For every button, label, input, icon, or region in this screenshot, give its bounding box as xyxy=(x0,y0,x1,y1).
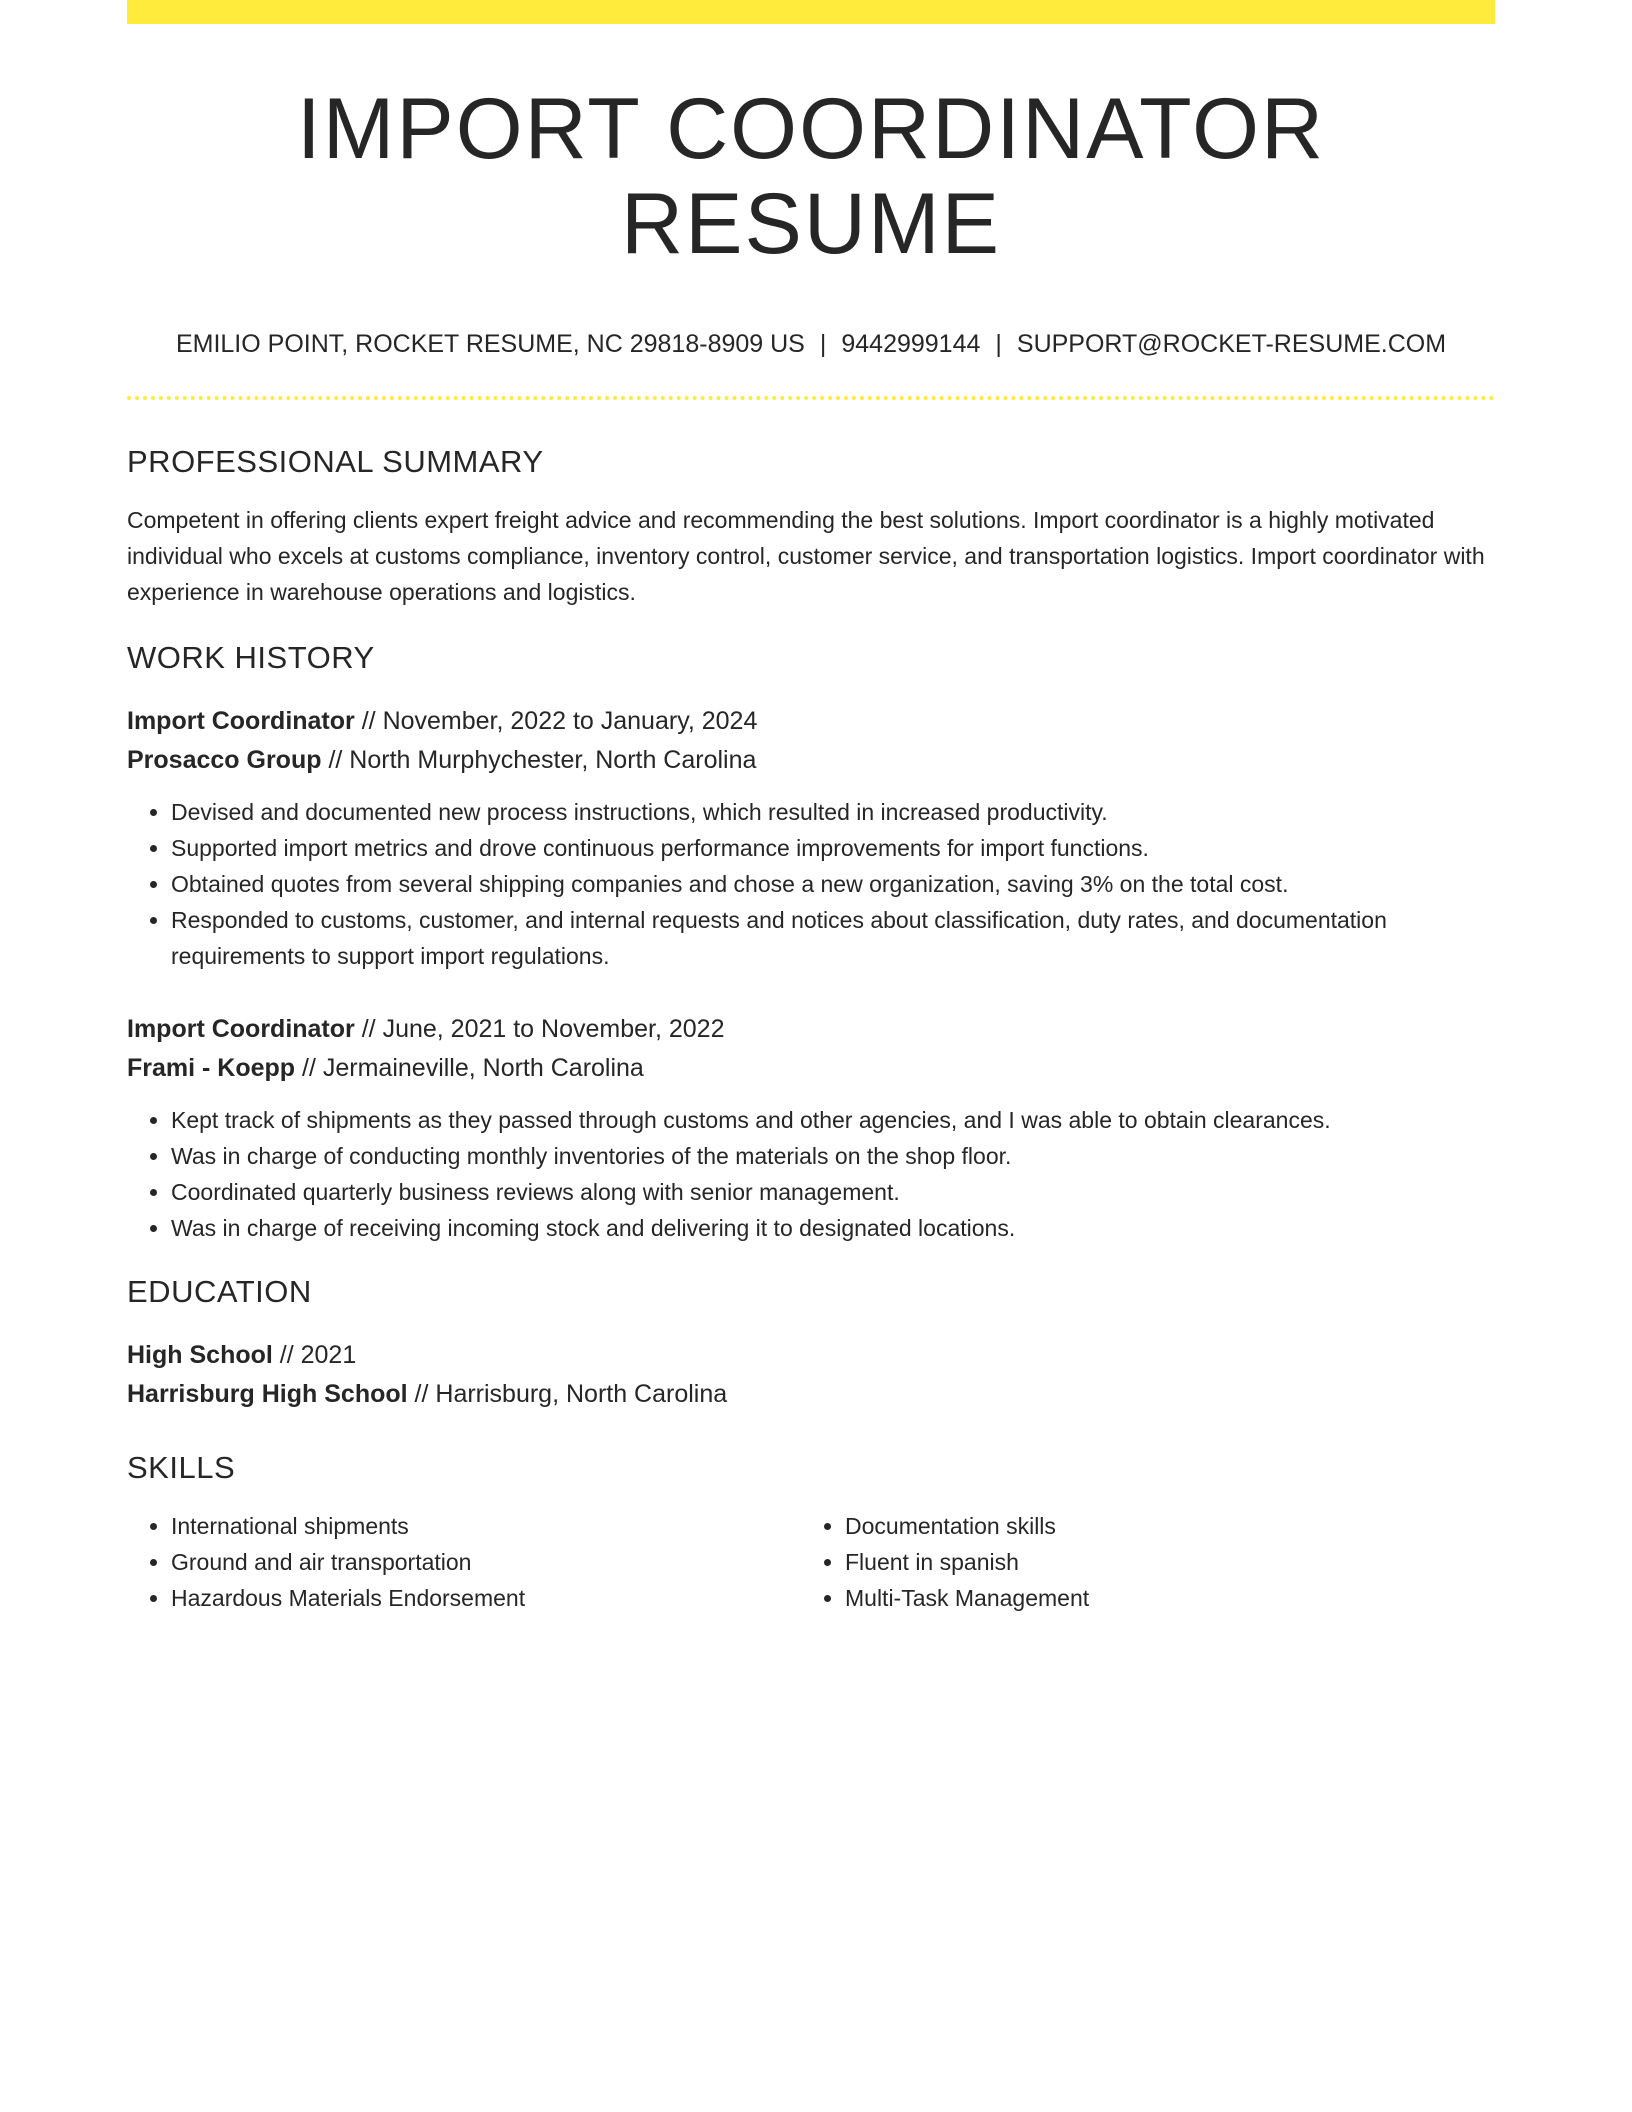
education-school-line xyxy=(127,1375,1495,1414)
separator: // xyxy=(354,707,383,736)
job-dates: June, 2021 to November, 2022 xyxy=(382,1015,725,1044)
header-divider xyxy=(127,396,1495,400)
resume-page xyxy=(127,0,1495,1616)
resume-title: IMPORT COORDINATOR RESUME xyxy=(296,81,1326,272)
job-dates: November, 2022 to January, 2024 xyxy=(382,707,758,736)
job-company: Frami - Koepp xyxy=(127,1054,296,1083)
education-heading: EDUCATION xyxy=(127,1274,312,1310)
separator: // xyxy=(354,1015,383,1044)
skills-column-right xyxy=(801,1508,1475,1616)
list-item: • Supported import metrics and drove continuous performance improvements for import functions. xyxy=(171,830,1495,866)
top-accent-bar xyxy=(127,0,1495,24)
separator: // xyxy=(407,1380,436,1409)
job-title: Import Coordinator xyxy=(127,1015,355,1044)
list-item: • Responded to customs, customer, and internal requests and notices about classification, duty rates, and documentation requirements to support import regulations. xyxy=(171,902,1495,974)
education-location: Harrisburg, North Carolina xyxy=(435,1380,728,1409)
separator: // xyxy=(321,746,350,775)
job-entry xyxy=(127,702,1495,974)
skill-item: • Multi-Task Management xyxy=(845,1580,1475,1616)
job-location: North Murphychester, North Carolina xyxy=(349,746,757,775)
education-entry xyxy=(127,1336,1495,1414)
contact-address: EMILIO POINT, ROCKET RESUME, NC 29818-8909 US xyxy=(175,330,805,359)
job-entry xyxy=(127,1010,1495,1246)
job-company: Prosacco Group xyxy=(127,746,322,775)
summary-heading: PROFESSIONAL SUMMARY xyxy=(127,444,544,480)
skills-grid xyxy=(127,1508,1495,1616)
skill-item: • Ground and air transportation xyxy=(171,1544,801,1580)
list-item: • Coordinated quarterly business reviews along with senior management. xyxy=(171,1174,1495,1210)
job-bullets xyxy=(127,1102,1495,1246)
skills-heading: SKILLS xyxy=(127,1450,236,1486)
education-degree: High School xyxy=(127,1341,273,1370)
contact-separator: | xyxy=(995,330,1002,359)
education-year: 2021 xyxy=(300,1341,357,1370)
list-item: • Obtained quotes from several shipping companies and chose a new organization, saving 3% on the total cost. xyxy=(171,866,1495,902)
list-item: • Devised and documented new process instructions, which resulted in increased productivity. xyxy=(171,794,1495,830)
summary-text: Competent in offering clients expert freight advice and recommending the best solutions. Import coordinator is a highly motivated individual who excels at customs compliance, inventory control, customer service, and transportation logistics. Import coordinator with experience in warehouse operations and logistics. xyxy=(127,507,1485,606)
list-item: • Kept track of shipments as they passed through customs and other agencies, and I was able to obtain clearances. xyxy=(171,1102,1495,1138)
skill-item: • Documentation skills xyxy=(845,1508,1475,1544)
job-location: Jermaineville, North Carolina xyxy=(322,1054,644,1083)
skills-column-left xyxy=(127,1508,801,1616)
work-history-heading: WORK HISTORY xyxy=(127,640,375,676)
job-title-line xyxy=(127,702,1495,741)
job-title: Import Coordinator xyxy=(127,707,355,736)
contact-separator: | xyxy=(819,330,827,359)
list-item: • Was in charge of receiving incoming stock and delivering it to designated locations. xyxy=(171,1210,1495,1246)
contact-email: SUPPORT@ROCKET-RESUME.COM xyxy=(1016,330,1447,359)
separator: // xyxy=(295,1054,323,1083)
list-item: • Was in charge of conducting monthly inventories of the materials on the shop floor. xyxy=(171,1138,1495,1174)
skill-item: • Fluent in spanish xyxy=(845,1544,1475,1580)
job-title-line xyxy=(127,1010,1495,1049)
skill-item: • International shipments xyxy=(171,1508,801,1544)
contact-line xyxy=(127,329,1495,359)
separator: // xyxy=(272,1341,301,1370)
job-company-line xyxy=(127,1049,1495,1088)
education-degree-line xyxy=(127,1336,1495,1375)
skill-item: • Hazardous Materials Endorsement xyxy=(171,1580,801,1616)
contact-phone: 9442999144 xyxy=(841,330,981,359)
job-company-line xyxy=(127,741,1495,780)
job-bullets xyxy=(127,794,1495,974)
education-school: Harrisburg High School xyxy=(127,1380,408,1409)
